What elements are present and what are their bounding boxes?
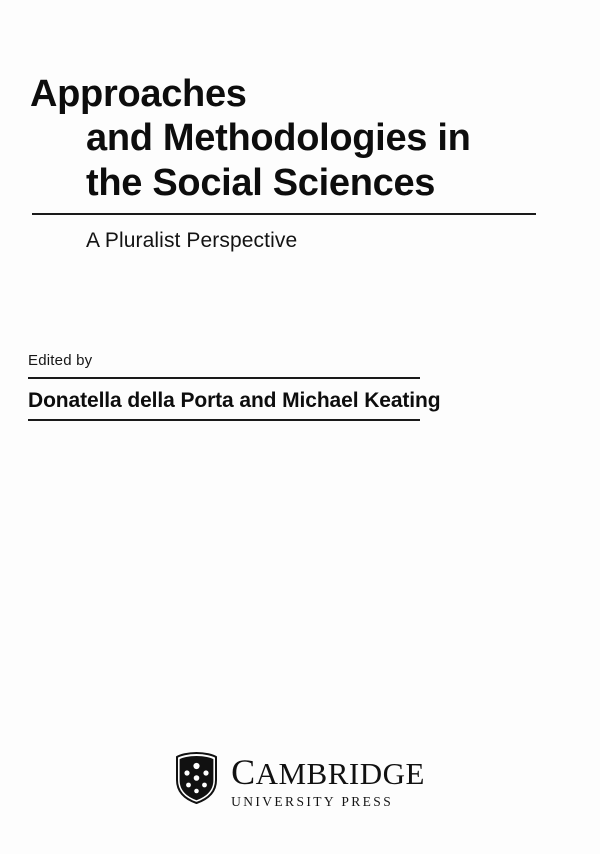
publisher-tagline: UNIVERSITY PRESS [231,794,394,809]
title-block [30,72,540,253]
publisher-name-rest: AMBRIDGE [255,756,425,791]
editors-names: Donatella della Porta and Michael Keating [28,389,441,412]
edited-by-label: Edited by [28,352,93,369]
publisher-block [0,752,600,810]
title-line-3: the Social Sciences [86,161,436,204]
editor-block [28,352,548,421]
publisher-name [231,754,425,790]
title-divider [32,213,536,215]
cambridge-crest-icon [175,752,218,804]
editor-divider-top [28,377,420,379]
publisher-text [231,752,425,810]
editor-divider-bottom [28,419,420,421]
subtitle: A Pluralist Perspective [86,229,298,253]
title-line-1: Approaches [30,73,247,115]
title-line-2: and Methodologies in [86,117,471,160]
publisher-name-initial: C [231,752,256,792]
